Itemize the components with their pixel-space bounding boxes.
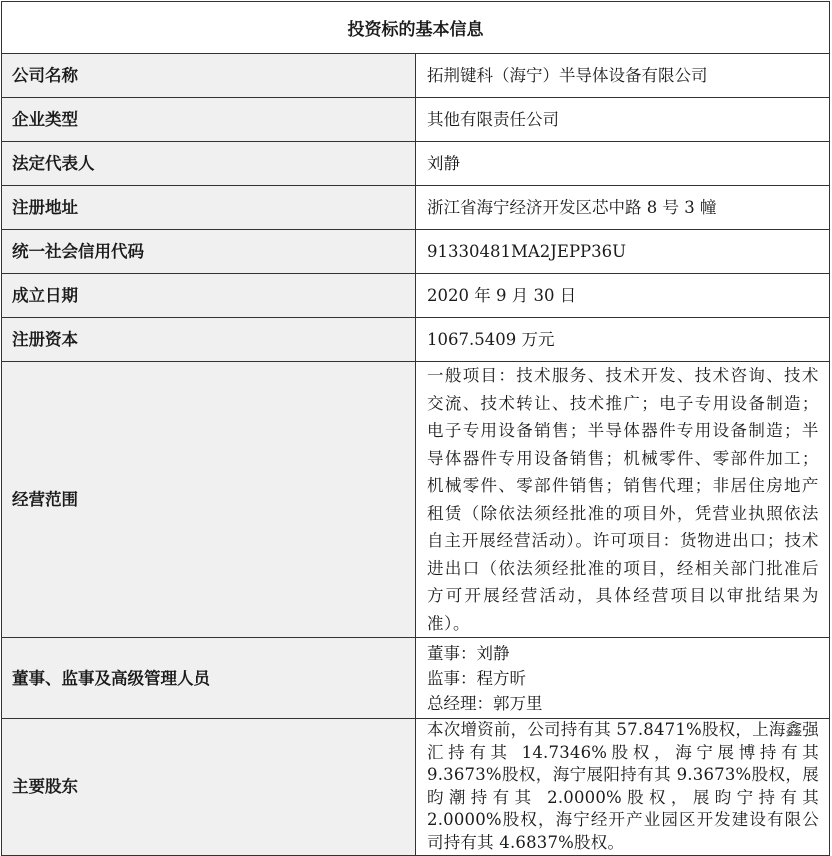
table-row	[2, 98, 830, 142]
table-row	[2, 719, 830, 856]
row-value-business-scope: 一般项目：技术服务、技术开发、技术咨询、技术交流、技术转让、技术推广；电子专用设备制造；电子专用设备销售；半导体器件专用设备制造；半导体器件专用设备销售；机械零件、零部件加工；机械零件、零部件销售；销售代理；非居住房地产租赁（除依法须经批准的项目外，凭营业执照依法自主开展经营活动）。许可项目：货物进出口；技术进出口（依法须经批准的项目，经相关部门批准后方可开展经营活动，具体经营项目以审批结果为准）。	[416, 362, 830, 638]
row-label-registered-address: 注册地址	[2, 186, 416, 230]
table-row	[2, 362, 830, 638]
table-row	[2, 274, 830, 318]
row-label-legal-representative: 法定代表人	[2, 142, 416, 186]
row-label-business-scope: 经营范围	[2, 362, 416, 638]
table-title-row	[2, 2, 830, 54]
row-label-credit-code: 统一社会信用代码	[2, 230, 416, 274]
row-value-established-date: 2020 年 9 月 30 日	[416, 274, 830, 318]
investment-info-table	[1, 1, 830, 856]
table-row	[2, 230, 830, 274]
table-row	[2, 142, 830, 186]
management-general-manager: 总经理：郭万里	[427, 693, 543, 713]
row-value-company-name: 拓荆键科（海宁）半导体设备有限公司	[416, 54, 830, 98]
management-supervisor: 监事：程方昕	[427, 668, 526, 688]
table-row	[2, 54, 830, 98]
row-label-registered-capital: 注册资本	[2, 318, 416, 362]
row-value-major-shareholders: 本次增资前，公司持有其 57.8471%股权，上海鑫强汇持有其 14.7346%股权，海宁展博持有其 9.3673%股权，海宁展阳持有其 9.3673%股权，展昀潮持有其 2.0000%股权，展昀宁持有其 2.0000%股权，海宁经开产业园区开发建设有限公司持有其 4.6837%股权。	[416, 719, 830, 856]
row-value-management	[416, 638, 830, 719]
row-value-credit-code: 91330481MA2JEPP36U	[416, 230, 830, 274]
row-value-registered-capital: 1067.5409 万元	[416, 318, 830, 362]
management-director: 董事：刘静	[427, 643, 510, 663]
row-label-company-name: 公司名称	[2, 54, 416, 98]
row-value-registered-address: 浙江省海宁经济开发区芯中路 8 号 3 幢	[416, 186, 830, 230]
row-label-management: 董事、监事及高级管理人员	[2, 638, 416, 719]
row-label-major-shareholders: 主要股东	[2, 719, 416, 856]
table-row	[2, 638, 830, 719]
table-row	[2, 186, 830, 230]
table-title: 投资标的基本信息	[2, 2, 830, 54]
row-label-established-date: 成立日期	[2, 274, 416, 318]
row-value-enterprise-type: 其他有限责任公司	[416, 98, 830, 142]
row-label-enterprise-type: 企业类型	[2, 98, 416, 142]
table-row	[2, 318, 830, 362]
row-value-legal-representative: 刘静	[416, 142, 830, 186]
